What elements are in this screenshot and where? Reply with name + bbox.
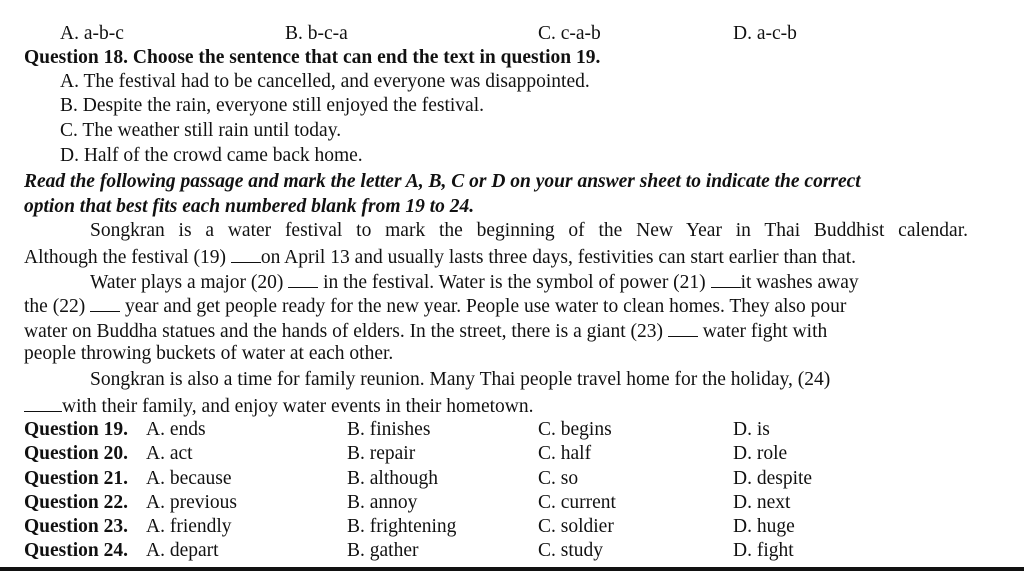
question-label: Question 23. <box>24 516 129 537</box>
passage-text: in the festival. Water is the symbol of power (21) <box>318 272 711 293</box>
passage-text: with their family, and enjoy water events in their hometown. <box>62 396 534 417</box>
q18-stem: Question 18. Choose the sentence that can end the text in question 19. <box>24 47 601 68</box>
q18-option-d[interactable]: D. Half of the crowd came back home. <box>60 145 363 166</box>
passage-p3-line2 <box>24 393 534 420</box>
question-row <box>0 442 1024 466</box>
option-b[interactable]: B. frightening <box>347 516 457 537</box>
option-d[interactable]: D. fight <box>733 540 794 561</box>
option-d[interactable]: D. next <box>733 492 791 513</box>
option-a[interactable]: A. friendly <box>146 516 232 537</box>
option-a[interactable]: A. because <box>146 468 232 489</box>
question-label: Question 19. <box>24 419 129 440</box>
passage-p2-line3 <box>24 318 827 345</box>
q18-option-c[interactable]: C. The weather still rain until today. <box>60 120 342 141</box>
option-c[interactable]: C. current <box>538 492 616 513</box>
passage-p2-line1 <box>90 269 859 296</box>
passage-text: Water plays a major (20) <box>90 272 289 293</box>
instruction-line-1: Read the following passage and mark the letter A, B, C or D on your answer sheet to indicate the correct <box>24 171 861 192</box>
passage-text: it washes away <box>740 272 859 293</box>
passage-text: Although the festival (19) <box>24 247 231 268</box>
passage-p1-line2 <box>24 244 856 271</box>
question-row <box>0 418 1024 442</box>
option-b[interactable]: B. although <box>347 468 438 489</box>
q18-option-a[interactable]: A. The festival had to be cancelled, and everyone was disappointed. <box>60 71 590 92</box>
blank-21 <box>711 269 741 288</box>
option-d[interactable]: D. is <box>733 419 770 440</box>
question-label: Question 24. <box>24 540 129 561</box>
passage-p3-line1: Songkran is also a time for family reunion. Many Thai people travel home for the holiday, (24) <box>90 369 831 390</box>
q17-option-d[interactable]: D. a-c-b <box>733 23 797 44</box>
option-b[interactable]: B. finishes <box>347 419 431 440</box>
option-c[interactable]: C. begins <box>538 419 612 440</box>
passage-text: water on Buddha statues and the hands of elders. In the street, there is a giant (23) <box>24 321 663 342</box>
q17-option-c[interactable]: C. c-a-b <box>538 23 601 44</box>
q17-option-b[interactable]: B. b-c-a <box>285 23 348 44</box>
option-b[interactable]: B. gather <box>347 540 419 561</box>
option-a[interactable]: A. previous <box>146 492 237 513</box>
passage-text: water fight with <box>697 321 828 342</box>
option-c[interactable]: C. soldier <box>538 516 614 537</box>
option-b[interactable]: B. repair <box>347 443 416 464</box>
question-row <box>0 467 1024 491</box>
question-label: Question 20. <box>24 443 129 464</box>
passage-text: the (22) <box>24 296 91 317</box>
q18-option-b[interactable]: B. Despite the rain, everyone still enjoyed the festival. <box>60 95 485 116</box>
passage-p2-line2 <box>24 293 846 320</box>
bottom-divider <box>0 567 1024 571</box>
passage-text: year and get people ready for the new year. People use water to clean homes. They also pour <box>120 296 847 317</box>
passage-p2-line4: people throwing buckets of water at each other. <box>24 343 394 364</box>
blank-22 <box>90 293 120 312</box>
option-b[interactable]: B. annoy <box>347 492 418 513</box>
blank-19 <box>231 244 261 263</box>
option-a[interactable]: A. ends <box>146 419 206 440</box>
instruction-line-2: option that best fits each numbered blank from 19 to 24. <box>24 196 475 217</box>
blank-20 <box>288 269 318 288</box>
option-a[interactable]: A. depart <box>146 540 219 561</box>
passage-text: on April 13 and usually lasts three days, festivities can start earlier than that. <box>260 247 857 268</box>
q17-option-a[interactable]: A. a-b-c <box>60 23 124 44</box>
option-d[interactable]: D. despite <box>733 468 813 489</box>
option-d[interactable]: D. huge <box>733 516 795 537</box>
question-row <box>0 539 1024 563</box>
option-c[interactable]: C. so <box>538 468 579 489</box>
question-row <box>0 491 1024 515</box>
option-a[interactable]: A. act <box>146 443 193 464</box>
question-label: Question 22. <box>24 492 129 513</box>
option-c[interactable]: C. study <box>538 540 604 561</box>
blank-23 <box>668 318 698 337</box>
option-c[interactable]: C. half <box>538 443 592 464</box>
question-row <box>0 515 1024 539</box>
q17-options <box>0 22 1024 46</box>
blank-24 <box>24 393 62 412</box>
question-label: Question 21. <box>24 468 129 489</box>
option-d[interactable]: D. role <box>733 443 788 464</box>
passage-p1-line1: Songkran is a water festival to mark the beginning of the New Year in Thai Buddhist calendar. <box>90 220 968 241</box>
